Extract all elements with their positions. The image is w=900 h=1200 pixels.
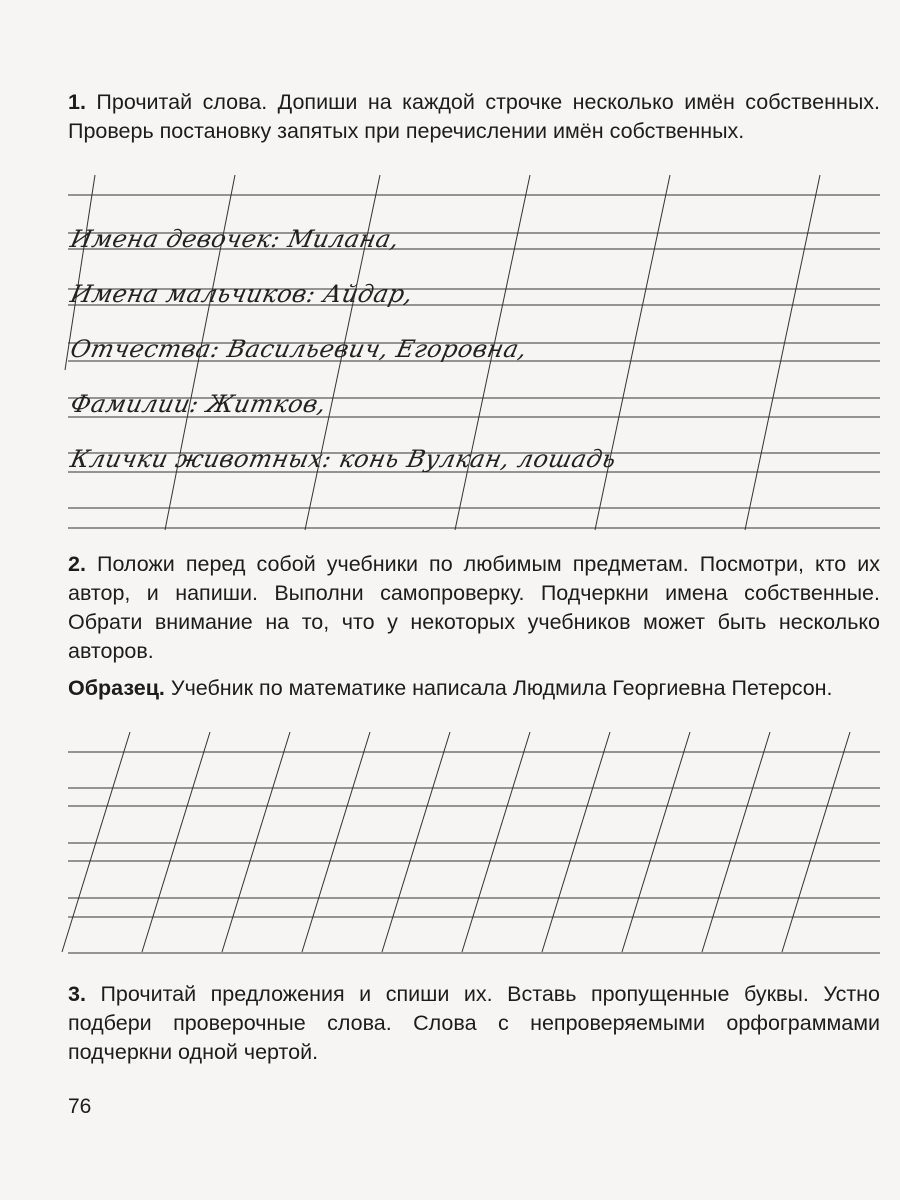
slant-line [542,732,610,952]
task-1-instructions [68,88,880,146]
slant-line [382,732,450,952]
slant-line [462,732,530,952]
slant-line [142,732,210,952]
task-3-number: 3. [68,982,86,1006]
slant-line [222,732,290,952]
slant-line [302,732,370,952]
slant-line [782,732,850,952]
task-2-instructions [68,550,880,666]
sample-label: Образец. [68,676,165,700]
handwritten-line-4: Фамилии: Житков, [68,390,330,418]
handwritten-line-1: Имена девочек: Милана, [68,225,403,253]
slant-line [745,175,820,530]
task-2-sample [68,674,880,703]
sample-text: Учебник по математике написала Людмила Георгиевна Петерсон. [170,676,833,700]
page-number: 76 [68,1095,92,1118]
task-1-number: 1. [68,90,86,114]
task-3-instructions [68,980,880,1067]
task-2-text: Положи перед собой учебники по любимым предметам. Посмотри, кто их автор, и напиши. Выполни самопроверку. Подчеркни имена собственные. Обрати внимание на то, что у некоторых учебников может быть несколько авторов. [68,552,880,663]
task-3-text: Прочитай предложения и спиши их. Вставь пропущенные буквы. Устно подбери проверочные слова. Слова с непроверяемыми орфограммами подчеркни одной чертой. [68,982,880,1064]
slant-line [702,732,770,952]
slant-line [62,732,130,952]
slant-line [622,732,690,952]
handwritten-line-3: Отчества: Васильевич, Егоровна, [68,335,530,363]
handwritten-line-2: Имена мальчиков: Айдар, [68,280,416,308]
task-1-text: Прочитай слова. Допиши на каждой строчке несколько имён собственных. Проверь постановку запятых при перечислении имён собственных. [68,90,880,143]
slant-line [595,175,670,530]
handwritten-line-5: Клички животных: конь Вулкан, лошадь [68,445,620,473]
task-2-number: 2. [68,552,86,576]
